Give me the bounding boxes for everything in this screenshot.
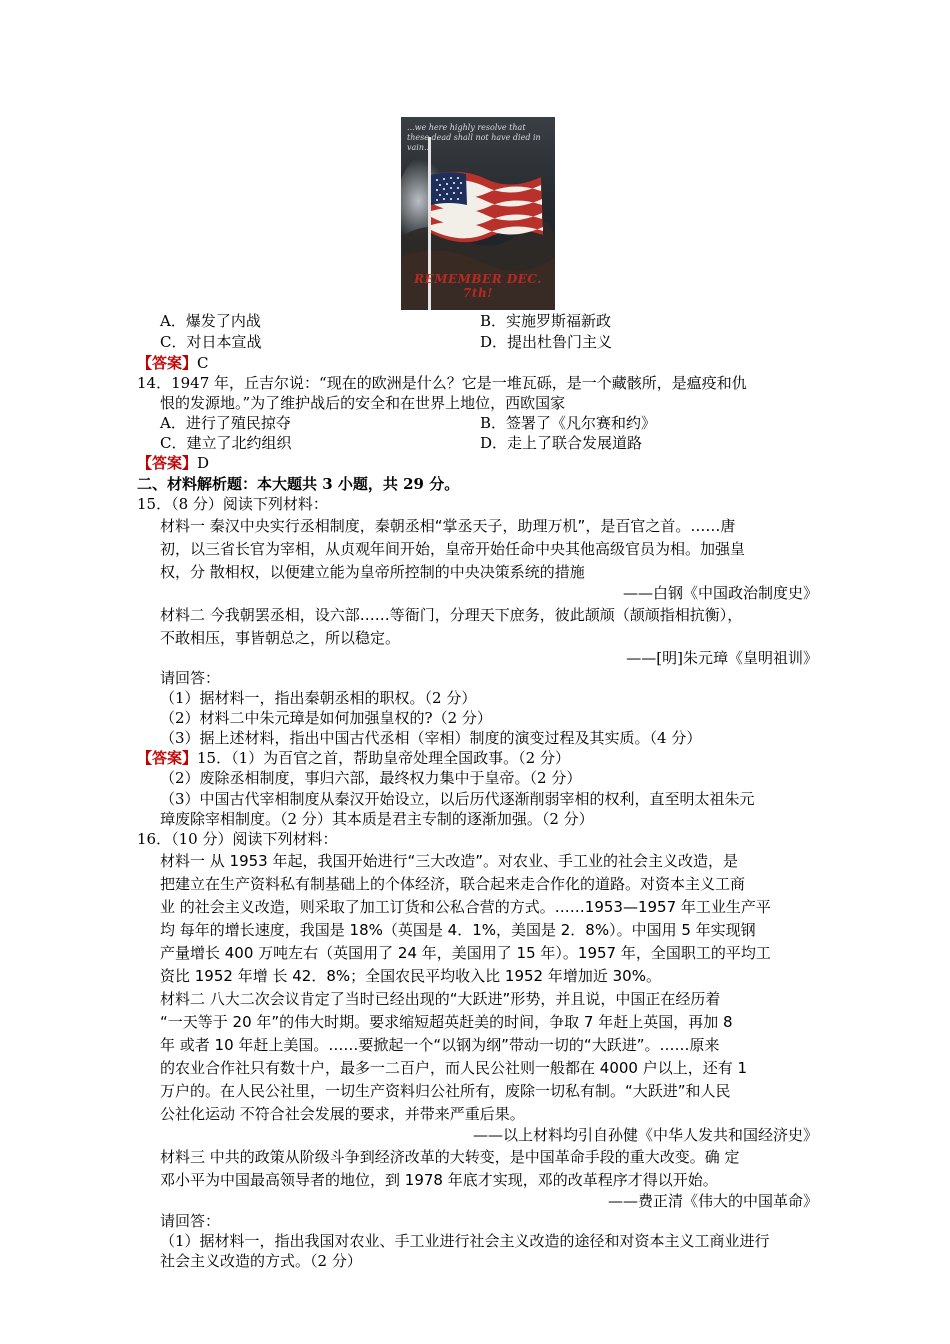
section-2-heading: 二、材料解析题：本大题共 3 小题，共 29 分。 xyxy=(137,475,460,493)
q16-material-1-line-3: 业 的社会主义改造，则采取了加工订货和公私合营的方式。……1953—1957 年工业生产平 xyxy=(160,898,771,916)
q15-intro: 15．（8 分）阅读下列材料： xyxy=(137,495,328,513)
q13-option-d: D．提出杜鲁门主义 xyxy=(480,333,613,351)
q15-answer-1 xyxy=(137,748,570,768)
q16-material-2-line-2: “一天等于 20 年”的伟大时期。要求缩短超英赶美的时间，争取 7 年赶上英国，再加 8 xyxy=(160,1013,733,1031)
q16-material-1-line-5: 产量增长 400 万吨左右（英国用了 24 年，美国用了 15 年）。1957 年，全国职工的平均工 xyxy=(160,944,771,962)
answer-tag: 【答案】 xyxy=(137,354,198,372)
q15-answer-2: （2）废除丞相制度，事归六部，最终权力集中于皇帝。（2 分） xyxy=(160,769,582,787)
q16-question-1-line-1: （1）据材料一，指出我国对农业、手工业进行社会主义改造的途径和对资本主义工商业进行 xyxy=(160,1232,770,1250)
q16-material-2-line-6: 公社化运动 不符合社会发展的要求，并带来严重后果。 xyxy=(160,1105,525,1123)
q14-option-a: A．进行了殖民掠夺 xyxy=(160,414,291,432)
q16-material-2-source: ——以上材料均引自孙健《中华人发共和国经济史》 xyxy=(472,1126,818,1144)
q13-answer xyxy=(137,353,209,373)
q15-material-1-line-1: 材料一 秦汉中央实行丞相制度，秦朝丞相“掌丞天子，助理万机”，是百官之首。……唐 xyxy=(160,517,736,535)
answer-value: D xyxy=(197,454,210,472)
q15-material-2-source: ——[明]朱元璋《皇明祖训》 xyxy=(626,649,818,667)
q15-question-3: （3）据上述材料，指出中国古代丞相（宰相）制度的演变过程及其实质。（4 分） xyxy=(160,729,702,747)
q16-material-2-line-1: 材料二 八大二次会议肯定了当时已经出现的“大跃进”形势，并且说，中国正在经历着 xyxy=(160,990,721,1008)
q13-option-b: B．实施罗斯福新政 xyxy=(480,312,612,330)
q15-material-1-line-2: 初，以三省长官为宰相，从贞观年间开始，皇帝开始任命中央其他高级官员为相。加强皇 xyxy=(160,540,746,558)
q14-option-b: B．签署了《凡尔赛和约》 xyxy=(480,414,657,432)
q16-intro: 16．（10 分）阅读下列材料： xyxy=(137,830,338,848)
q16-material-1-line-4: 均 每年的增长速度，我国是 18%（英国是 4．1%，美国是 2．8%）。中国用 5 年实现钢 xyxy=(160,921,756,939)
answer-text: 15．（1）为百官之首，帮助皇帝处理全国政事。（2 分） xyxy=(197,749,570,767)
answer-tag: 【答案】 xyxy=(137,749,198,767)
q16-material-2-line-3: 年 或者 10 年赶上美国。……要掀起一个“以钢为纲”带动一切的“大跃进”。……原来 xyxy=(160,1036,720,1054)
q13-option-c: C．对日本宣战 xyxy=(160,333,262,351)
q15-answer-3-line-2: 璋废除宰相制度。（2 分）其本质是君主专制的逐渐加强。（2 分） xyxy=(160,810,594,828)
q15-answer-3-line-1: （3）中国古代宰相制度从秦汉开始设立，以后历代逐渐削弱宰相的权利，直至明太祖朱元 xyxy=(160,790,755,808)
q15-material-2-line-2: 不敢相压，事皆朝总之，所以稳定。 xyxy=(160,629,401,647)
q16-ask: 请回答： xyxy=(160,1212,221,1230)
q14-option-c: C．建立了北约组织 xyxy=(160,434,292,452)
answer-tag: 【答案】 xyxy=(137,454,198,472)
q14-answer xyxy=(137,453,209,473)
q16-material-1-line-1: 材料一 从 1953 年起，我国开始进行“三大改造”。对农业、手工业的社会主义改造，是 xyxy=(160,852,739,870)
q16-material-2-line-4: 的农业合作社只有数十户，最多一二百户，而人民公社则一般都在 4000 户以上，还有 1 xyxy=(160,1059,748,1077)
q15-material-1-source: ——白钢《中国政治制度史》 xyxy=(622,584,818,602)
remember-dec-7-poster xyxy=(401,117,555,310)
q16-material-2-line-5: 万户的。在人民公社里，一切生产资料归公社所有，废除一切私有制。“大跃进”和人民 xyxy=(160,1082,731,1100)
q15-material-2-line-1: 材料二 今我朝罢丞相，设六部……等衙门，分理天下庶务，彼此颉颃（颉颃指相抗衡）， xyxy=(160,606,743,624)
q16-question-1-line-2: 社会主义改造的方式。（2 分） xyxy=(160,1252,362,1270)
q14-stem-line-1: 14．1947 年，丘吉尔说：“现在的欧洲是什么？它是一堆瓦砾，是一个藏骸所，是瘟疫和仇 xyxy=(137,374,747,392)
poster-quote: ...we here highly resolve that these dead shall not have died in vain... xyxy=(407,123,541,152)
q16-material-3-source: ——费正清《伟大的中国革命》 xyxy=(607,1192,818,1210)
q15-ask: 请回答： xyxy=(160,669,221,687)
q16-material-1-line-6: 资比 1952 年增 长 42．8%；全国农民平均收入比 1952 年增加近 30%。 xyxy=(160,967,661,985)
q14-option-d: D．走上了联合发展道路 xyxy=(480,434,643,452)
q13-option-a: A．爆发了内战 xyxy=(160,312,261,330)
q14-stem-line-2: 恨的发源地。”为了维护战后的安全和在世界上地位，西欧国家 xyxy=(160,394,566,412)
answer-value: C xyxy=(197,354,209,372)
q15-question-2: （2）材料二中朱元璋是如何加强皇权的?（2 分） xyxy=(160,709,492,727)
q16-material-3-line-2: 邓小平为中国最高领导者的地位，到 1978 年底才实现，邓的改革程序才得以开始。 xyxy=(160,1171,718,1189)
q16-material-3-line-1: 材料三 中共的政策从阶级斗争到经济改革的大转变，是中国革命手段的重大改变。确 定 xyxy=(160,1148,740,1166)
q15-material-1-line-3: 权，分 散相权，以便建立能为皇帝所控制的中央决策系统的措施 xyxy=(160,563,585,581)
q16-material-1-line-2: 把建立在生产资料私有制基础上的个体经济，联合起来走合作化的道路。对资本主义工商 xyxy=(160,875,746,893)
poster-slogan: REMEMBER DEC. 7th! xyxy=(414,272,542,300)
q15-question-1: （1）据材料一，指出秦朝丞相的职权。（2 分） xyxy=(160,689,477,707)
